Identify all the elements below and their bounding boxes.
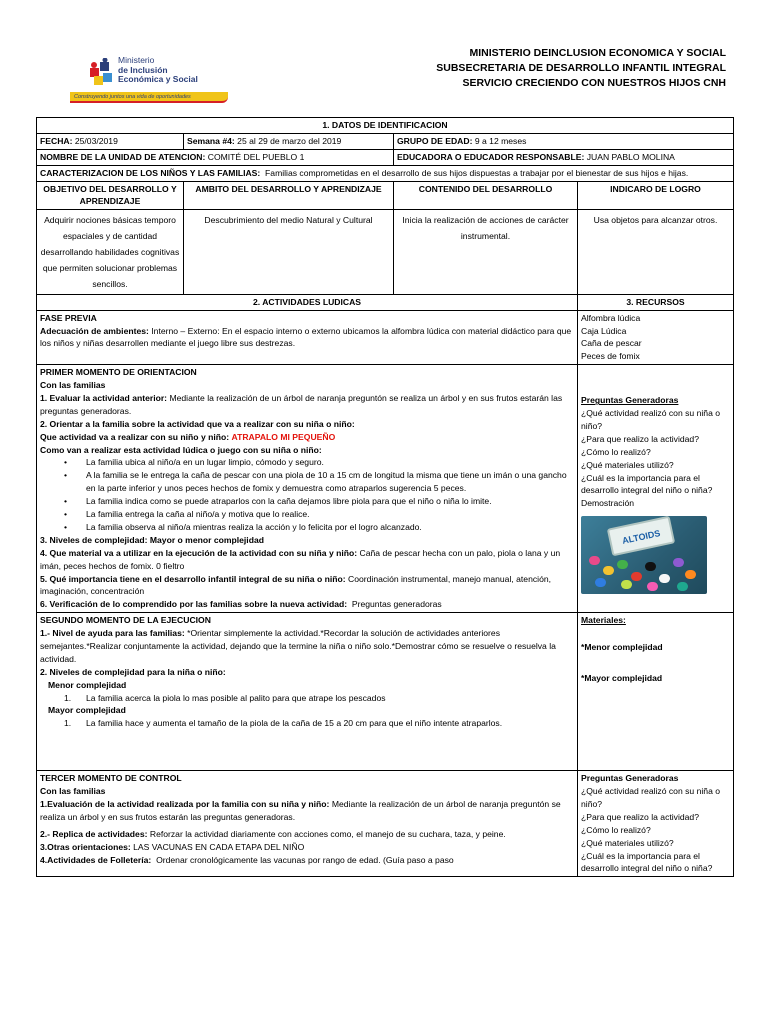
columns-values-row: [37, 210, 734, 294]
heading-line-2: SUBSECRETARIA DE DESARROLLO INFANTIL INTEGRAL: [436, 62, 726, 75]
importancia-label: 5. Qué importancia tiene en el desarrollo infantil integral de su niña o niño:: [40, 573, 346, 584]
fish-piece: [685, 570, 696, 579]
indicador-value: Usa objetos para alcanzar otros.: [578, 210, 734, 294]
otras-paragraph: [40, 841, 574, 854]
replica-text: Reforzar la actividad diariamente con acciones como, el manejo de su cuchara, taza, y peine.: [149, 828, 506, 839]
ident-row-2: [37, 149, 734, 165]
tercer-momento-resources: [578, 771, 734, 877]
people-blocks-icon: [88, 58, 114, 88]
fish-piece: [621, 580, 632, 589]
fecha-value: 25/03/2019: [74, 135, 118, 146]
demostracion-item: Demostración: [581, 498, 635, 509]
menor-item: [40, 692, 574, 705]
semana-cell: [184, 133, 394, 149]
ministry-logo: [70, 52, 230, 110]
grupo-label: GRUPO DE EDAD:: [397, 135, 473, 146]
ambito-header: AMBITO DEL DESARROLLO Y APRENDIZAJE: [184, 181, 394, 210]
bullet-item: • La familia ubica al niño/a en un lugar limpio, cómodo y seguro.: [40, 456, 574, 469]
caracterizacion-cell: [37, 165, 734, 181]
nivel-ayuda-text: *Orientar simplemente la actividad.*Recordar la solución de actividades anteriores semejantes.*Realizar conjuntamente la actividad, dejando que la termine la niña o niño solo.*Demostrar cómo se resuelve o resuelva la actividad.: [40, 628, 556, 664]
mayor-item-text: La familia hace y aumenta el tamaño de la piola de la caña de 15 a 20 cm para que el niño intente atraparlos.: [86, 718, 503, 729]
indicador-header: INDICARO DE LOGRO: [578, 181, 734, 210]
segundo-momento-cell: [37, 613, 578, 771]
menor-item-text: La familia acerca la piola lo mas posible al palito para que atrape los pescados: [86, 692, 386, 703]
importancia-paragraph: [40, 573, 574, 599]
adecuacion-text: Interno – Externo: En el espacio interno o externo ubicamos la alfombra lúdica con material didáctico para que los niños y niñas desarrollen mediante el juego libre sus destrezas.: [40, 325, 572, 349]
caracterizacion-label: CARACTERIZACION DE LOS NIÑOS Y LAS FAMILIAS:: [40, 167, 261, 178]
segundo-momento-title: SEGUNDO MOMENTO DE LA EJECUCION: [40, 615, 211, 626]
logo-text: [118, 56, 198, 85]
grupo-value: 9 a 12 meses: [474, 135, 527, 146]
folleteria-label: 4.Actividades de Folletería:: [40, 854, 152, 865]
logo-line-2: de Inclusión: [118, 64, 168, 75]
fase-previa-text: [40, 325, 574, 351]
ident-title-row: [37, 118, 734, 134]
grupo-cell: [394, 133, 734, 149]
niveles-label: 3. Niveles de complejidad: Mayor o menor complejidad: [40, 534, 264, 545]
folleteria-paragraph: [40, 854, 574, 867]
tercer-preguntas-title: Preguntas Generadoras: [581, 773, 679, 784]
orientar-label: 2. Orientar a la familia sobre la actividad que va a realizar con su niña o niño:: [40, 418, 355, 429]
evaluacion-label: 1.Evaluación de la actividad realizada por la familia con su niña y niño:: [40, 798, 330, 809]
nivel-ayuda-label: 1.- Nivel de ayuda para las familias:: [40, 628, 185, 639]
pregunta-item: ¿Para que realizo la actividad?: [581, 433, 699, 444]
ident-row-1: [37, 133, 734, 149]
mayor-complejidad-label: Mayor complejidad: [48, 705, 126, 716]
fase-previa-resources: [578, 310, 734, 365]
evaluacion-paragraph: [40, 798, 574, 824]
verificacion-text: Preguntas generadoras: [351, 599, 442, 610]
tercer-momento-cell: [37, 771, 578, 877]
folleteria-text: Ordenar cronológicamente las vacunas por rango de edad. (Guía paso a paso: [156, 854, 454, 865]
fish-piece: [673, 558, 684, 567]
material-paragraph: [40, 547, 574, 573]
logo-tagline: Construyendo juntos una vida de oportunidades: [74, 94, 191, 100]
pregunta-item: ¿Qué materiales utilizó?: [581, 459, 674, 470]
nivel-ayuda-paragraph: [40, 627, 574, 666]
verificacion-label: 6. Verificación de lo comprendido por las familias sobre la nueva actividad:: [40, 599, 348, 610]
actividades-ludicas-title: 2. ACTIVIDADES LUDICAS: [37, 294, 578, 310]
con-las-familias-label: Con las familias: [40, 380, 106, 391]
otras-text: LAS VACUNAS EN CADA ETAPA DEL NIÑO: [133, 841, 305, 852]
heading-line-3: SERVICIO CRECIENDO CON NUESTROS HIJOS CNH: [462, 77, 726, 90]
fish-piece: [647, 582, 658, 591]
pregunta-item: ¿Cuál es la importancia para el desarrollo integral del niño o niña?: [581, 472, 713, 496]
contenido-header: CONTENIDO DEL DESARROLLO: [394, 181, 578, 210]
fish-piece: [659, 574, 670, 583]
segundo-momento-resources: [578, 613, 734, 771]
bullet-item: • La familia entrega la caña al niño/a y motiva que lo realice.: [40, 508, 574, 521]
pregunta-item: ¿Qué actividad realizó con su niña o niño?: [581, 786, 721, 809]
document-heading: [436, 46, 726, 92]
item-number: 1.: [64, 692, 72, 703]
fish-piece: [595, 578, 606, 587]
objetivo-value: Adquirir nociones básicas temporo espaciales y de cantidad desarrollando habilidades cognitivas que permiten solucionar problemas sencillos.: [37, 210, 184, 294]
materiales-menor: *Menor complejidad: [581, 642, 663, 653]
tin-label: ALTOIDS: [621, 528, 662, 547]
adecuacion-label: Adecuación de ambientes:: [40, 325, 149, 336]
heading-line-1: MINISTERIO DEINCLUSION ECONOMICA Y SOCIAL: [469, 47, 726, 59]
bullet-item: • La familia observa al niño/a mientras realiza la acción y lo felicita por el logro alcanzado.: [40, 521, 574, 534]
bullet-item: • A la familia se le entrega la caña de pescar con una piola de 10 a 15 cm de longitud la misma que tiene un imán o una gancho en la parte inferior y unos peces hechos de fomix y demuestra como atraparlos sugerencia 5 peces.: [40, 469, 574, 495]
como-label: Como van a realizar esta actividad lúdica o juego con su niña o niño:: [40, 444, 322, 455]
importancia-text: Coordinación instrumental, manejo manual, atención, imaginación, concentración: [40, 573, 552, 597]
pregunta-item: ¿Para que realizo la actividad?: [581, 811, 699, 822]
caracterizacion-row: [37, 165, 734, 181]
actividad-paragraph: [40, 431, 574, 444]
actividad-label: Que actividad va a realizar con su niño y niño:: [40, 431, 230, 442]
fase-previa-title: FASE PREVIA: [40, 312, 97, 323]
primer-momento-title: PRIMER MOMENTO DE ORIENTACION: [40, 367, 197, 378]
preguntas-generadoras-title: Preguntas Generadoras: [581, 395, 679, 406]
replica-label: 2.- Replica de actividades:: [40, 828, 148, 839]
fase-previa-row: [37, 310, 734, 365]
planning-table: [36, 117, 734, 877]
fecha-label: FECHA:: [40, 135, 73, 146]
pregunta-item: ¿Qué materiales utilizó?: [581, 837, 674, 848]
fish-piece: [645, 562, 656, 571]
evaluacion-text: Mediante la realización de un árbol de naranja preguntón se realiza un árbol y en sus frutos estarán las preguntas generadoras.: [40, 798, 561, 822]
activities-title-row: [37, 294, 734, 310]
educadora-label: EDUCADORA O EDUCADOR RESPONSABLE:: [397, 151, 585, 162]
fish-piece: [589, 556, 600, 565]
tercer-momento-title: TERCER MOMENTO DE CONTROL: [40, 773, 182, 784]
pregunta-item: ¿Cuál es la importancia para el desarrollo integral del niño o niña?: [581, 850, 713, 874]
evaluar-paragraph: [40, 392, 574, 418]
primer-momento-row: [37, 365, 734, 613]
ambito-value: Descubrimiento del medio Natural y Cultural: [184, 210, 394, 294]
menor-complejidad-label: Menor complejidad: [48, 679, 127, 690]
pregunta-item: ¿Cómo lo realizó?: [581, 824, 651, 835]
tercer-momento-row: [37, 771, 734, 877]
resource-item: Caña de pescar: [581, 338, 642, 349]
materiales-title: Materiales:: [581, 615, 626, 626]
item-number: 1.: [64, 718, 72, 729]
materiales-mayor: *Mayor complejidad: [581, 672, 663, 683]
segundo-momento-row: [37, 613, 734, 771]
recursos-title: 3. RECURSOS: [578, 294, 734, 310]
fish-piece: [617, 560, 628, 569]
unidad-label: NOMBRE DE LA UNIDAD DE ATENCION:: [40, 151, 206, 162]
replica-paragraph: [40, 828, 574, 841]
unidad-cell: [37, 149, 394, 165]
verificacion-paragraph: [40, 598, 574, 611]
evaluar-text: Mediante la realización de un árbol de naranja preguntón se realiza un árbol y en sus frutos estarán las preguntas generadoras.: [40, 393, 563, 416]
fish-piece: [603, 566, 614, 575]
niveles-complejidad-label: 2. Niveles de complejidad para la niña o niño:: [40, 666, 226, 677]
resource-item: Alfombra lúdica: [581, 312, 641, 323]
otras-label: 3.Otras orientaciones:: [40, 841, 131, 852]
resource-item: Caja Lúdica: [581, 325, 627, 336]
tercer-familias-label: Con las familias: [40, 786, 106, 797]
fecha-cell: [37, 133, 184, 149]
educadora-value: JUAN PABLO MOLINA: [586, 151, 675, 162]
columns-header-row: [37, 181, 734, 210]
semana-label: Semana #4:: [187, 135, 235, 146]
logo-line-3: Económica y Social: [118, 74, 198, 85]
objetivo-header: OBJETIVO DEL DESARROLLO Y APRENDIZAJE: [37, 181, 184, 210]
logo-line-1: Ministerio: [118, 55, 155, 65]
unidad-value: COMITÉ DEL PUEBLO 1: [207, 151, 305, 162]
fish-piece: [631, 572, 642, 581]
fishing-game-photo: [581, 516, 707, 594]
bullet-item: • La familia indica como se puede atraparlos con la caña dejamos libre piola para que el niño o niña lo imite.: [40, 495, 574, 508]
pregunta-item: ¿Cómo lo realizó?: [581, 446, 651, 457]
actividad-name: ATRAPALO MI PEQUEÑO: [231, 431, 336, 442]
semana-value: 25 al 29 de marzo del 2019: [237, 135, 342, 146]
educadora-cell: [394, 149, 734, 165]
logo-tagline-bar: [70, 92, 228, 103]
pregunta-item: ¿Qué actividad realizó con su niña o niño?: [581, 408, 721, 432]
resource-item: Peces de fomix: [581, 351, 640, 362]
evaluar-label: 1. Evaluar la actividad anterior:: [40, 393, 168, 404]
material-label: 4. Que material va a utilizar en la ejecución de la actividad con su niña y niño:: [40, 547, 358, 558]
contenido-value: Inicia la realización de acciones de carácter instrumental.: [394, 210, 578, 294]
tin-box: [607, 516, 675, 556]
section-title-identificacion: 1. DATOS DE IDENTIFICACION: [37, 118, 734, 134]
material-text: Caña de pescar hecha con un palo, piola o lana y un imán, peces hechos de fomix. 0 fieltro: [40, 547, 561, 571]
fish-piece: [677, 582, 688, 591]
primer-momento-cell: [37, 365, 578, 613]
primer-momento-resources: [578, 365, 734, 613]
fase-previa-cell: [37, 310, 578, 365]
mayor-item: [40, 717, 574, 730]
caracterizacion-value: Familias comprometidas en el desarrollo de sus hijos dispuestas a trabajar por el bienestar de sus hijos e hijas.: [265, 167, 689, 178]
